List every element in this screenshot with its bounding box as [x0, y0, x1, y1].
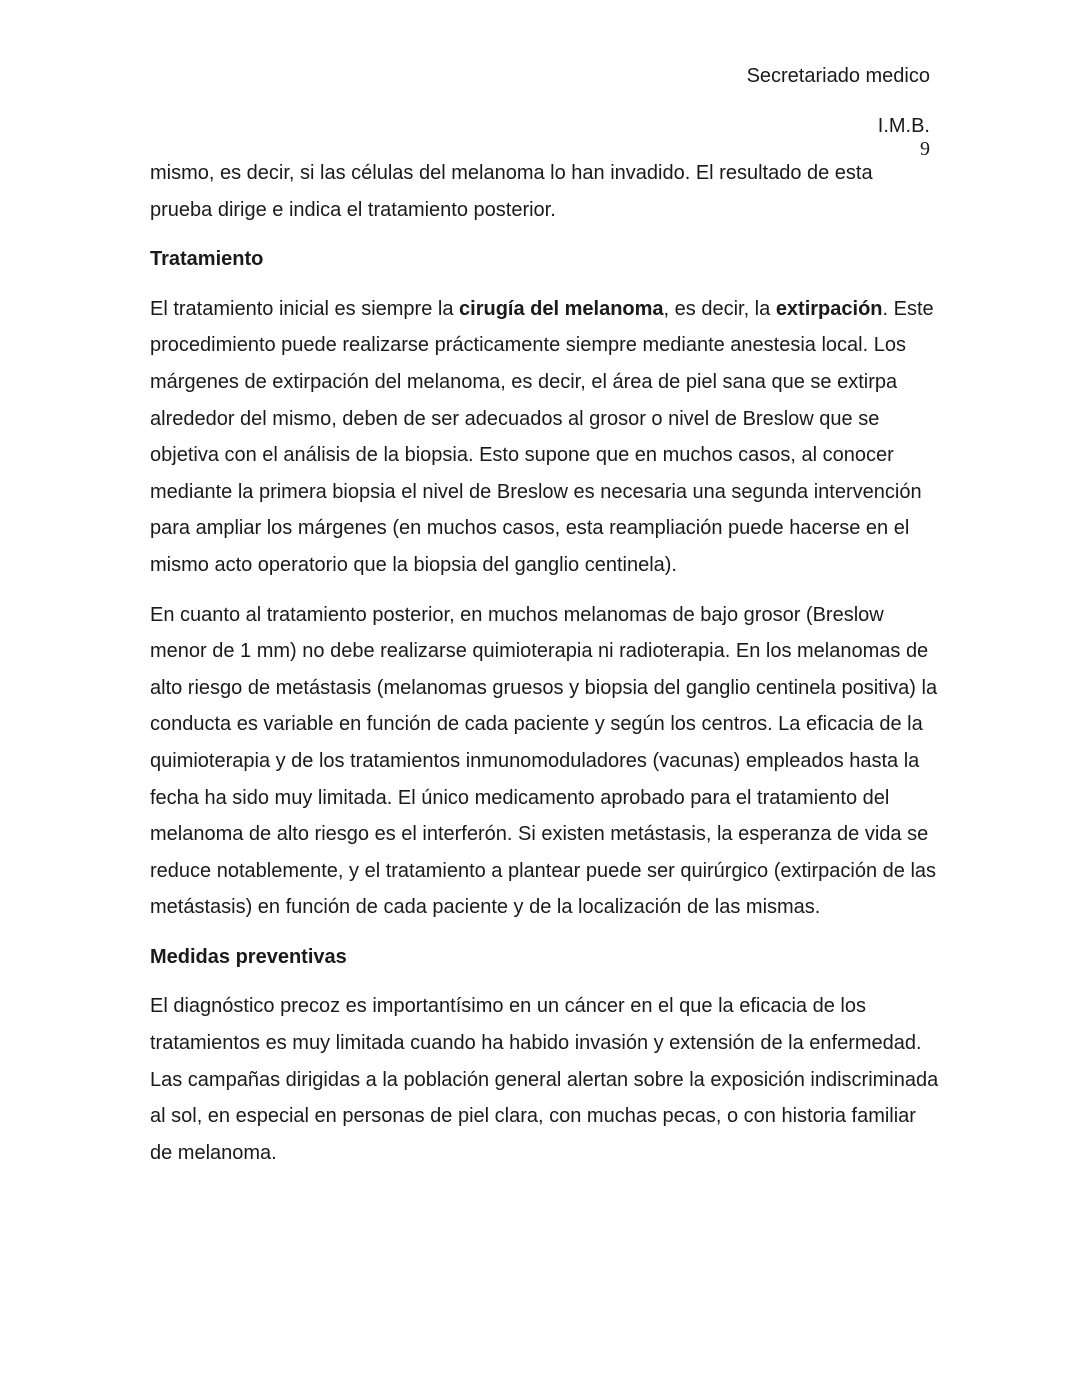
- tratamiento-p1-text-c: . Este procedimiento puede realizarse prácticamente siempre mediante anestesia local. Los márgenes de extirpación del melanoma, es decir, el área de piel sana que se extirpa alrededor del mismo, deben de ser adecuados al grosor o nivel de Breslow que se objetiva con el análisis de la biopsia. Esto supone que en muchos casos, al conocer mediante la primera biopsia el nivel de Breslow es necesaria una segunda intervención para ampliar los márgenes (en muchos casos, esta reampliación puede hacerse en el mismo acto operatorio que la biopsia del ganglio centinela).: [150, 297, 934, 576]
- tratamiento-paragraph-2: En cuanto al tratamiento posterior, en muchos melanomas de bajo grosor (Breslow menor de 1 mm) no debe realizarse quimioterapia ni radioterapia. En los melanomas de alto riesgo de metástasis (melanomas gruesos y biopsia del ganglio centinela positiva) la conducta es variable en función de cada paciente y según los centros. La eficacia de la quimioterapia y de los tratamientos inmunomoduladores (vacunas) empleados hasta la fecha ha sido muy limitada. El único medicamento aprobado para el tratamiento del melanoma de alto riesgo es el interferón. Si existen metástasis, la esperanza de vida se reduce notablemente, y el tratamiento a plantear puede ser quirúrgico (extirpación de las metástasis) en función de cada paciente y de la localización de las mismas.: [150, 603, 938, 919]
- section-heading-tratamiento: Tratamiento: [150, 248, 264, 271]
- tratamiento-p1-bold-cirugia: cirugía del melanoma: [459, 297, 664, 320]
- page-number: 9: [920, 138, 930, 160]
- intro-paragraph: mismo, es decir, si las células del melanoma lo han invadido. El resultado de esta prueba dirige e indica el tratamiento posterior.: [150, 162, 873, 221]
- header-title: Secretariado medico: [746, 65, 930, 87]
- medidas-paragraph-1: El diagnóstico precoz es importantísimo en un cáncer en el que la eficacia de los tratamientos es muy limitada cuando ha habido invasión y extensión de la enfermedad. Las campañas dirigidas a la población general alertan sobre la exposición indiscriminada al sol, en especial en personas de piel clara, con muchas pecas, o con historia familiar de melanoma.: [150, 995, 939, 1164]
- header-initials: I.M.B.: [877, 115, 930, 137]
- section-heading-medidas: Medidas preventivas: [150, 945, 347, 968]
- tratamiento-p1-bold-extirpacion: extirpación: [775, 297, 883, 320]
- document-body: [150, 155, 940, 1171]
- tratamiento-paragraph-1: [150, 291, 940, 584]
- tratamiento-p1-text-a: El tratamiento inicial es siempre la: [150, 297, 460, 320]
- tratamiento-p1-text-b: , es decir, la: [663, 297, 776, 320]
